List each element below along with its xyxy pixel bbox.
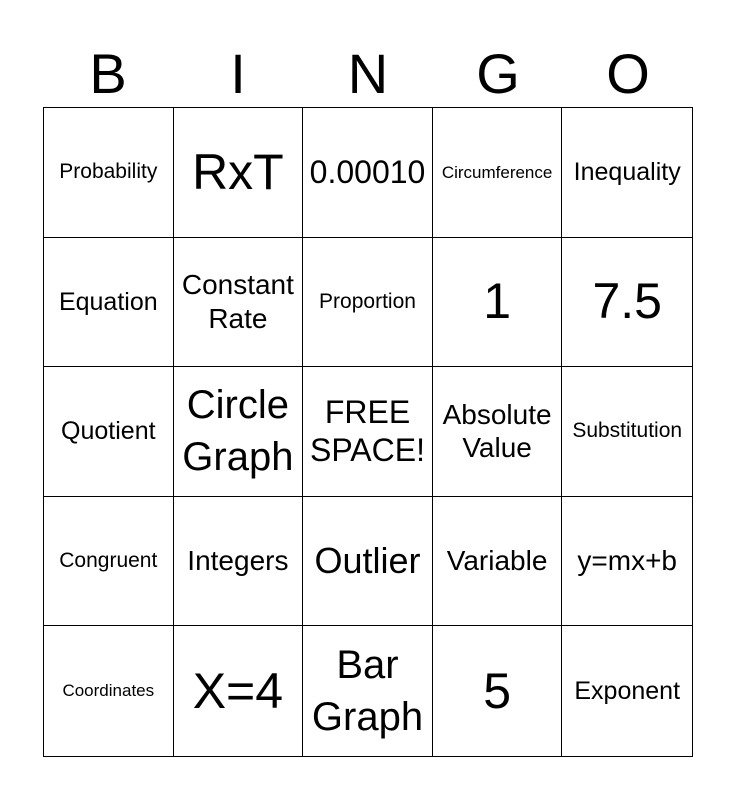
bingo-cell[interactable] bbox=[174, 367, 304, 497]
bingo-cell[interactable] bbox=[174, 238, 304, 368]
bingo-cell[interactable] bbox=[303, 497, 433, 627]
header-letter-i: I bbox=[230, 42, 246, 105]
cell-text: 5 bbox=[483, 662, 511, 719]
cell-text: Inequality bbox=[573, 157, 681, 186]
bingo-board bbox=[43, 107, 693, 757]
bingo-cell[interactable] bbox=[433, 238, 563, 368]
cell-text: X=4 bbox=[192, 662, 284, 719]
bingo-cell[interactable] bbox=[562, 108, 692, 238]
cell-text: Congruent bbox=[59, 549, 158, 573]
bingo-cell[interactable] bbox=[303, 108, 433, 238]
cell-text: 7.5 bbox=[592, 273, 662, 330]
cell-text: Absolute Value bbox=[442, 398, 552, 464]
cell-text: Constant Rate bbox=[181, 269, 294, 334]
free-space-cell[interactable] bbox=[303, 367, 433, 497]
cell-text: y=mx+b bbox=[577, 545, 677, 577]
bingo-cell[interactable] bbox=[433, 626, 563, 756]
bingo-cell[interactable] bbox=[44, 626, 174, 756]
cell-text: Exponent bbox=[574, 676, 681, 705]
cell-text: Quotient bbox=[61, 417, 156, 446]
cell-text: Bar Graph bbox=[311, 643, 424, 740]
bingo-cell[interactable] bbox=[433, 497, 563, 627]
cell-text: Variable bbox=[446, 545, 548, 577]
bingo-cell[interactable] bbox=[44, 367, 174, 497]
cell-text: Equation bbox=[58, 287, 158, 316]
cell-text: Circle Graph bbox=[182, 383, 294, 480]
bingo-cell[interactable] bbox=[174, 108, 304, 238]
bingo-cell[interactable] bbox=[562, 238, 692, 368]
cell-text: Circumference bbox=[441, 162, 553, 182]
cell-text: Substitution bbox=[572, 419, 683, 443]
bingo-cell[interactable] bbox=[44, 497, 174, 627]
bingo-cell[interactable] bbox=[44, 108, 174, 238]
header-letter-g: G bbox=[476, 42, 520, 105]
bingo-cell[interactable] bbox=[303, 238, 433, 368]
bingo-header bbox=[43, 42, 693, 106]
cell-text: 1 bbox=[483, 273, 511, 330]
bingo-cell[interactable] bbox=[44, 238, 174, 368]
cell-text: Outlier bbox=[314, 540, 421, 582]
cell-text: Integers bbox=[187, 545, 289, 577]
cell-text: FREE SPACE! bbox=[309, 394, 425, 469]
bingo-cell[interactable] bbox=[433, 367, 563, 497]
bingo-cell[interactable] bbox=[433, 108, 563, 238]
header-letter-b: B bbox=[89, 42, 127, 105]
cell-text: Probability bbox=[59, 160, 158, 184]
header-letter-n: N bbox=[347, 42, 389, 105]
cell-text: RxT bbox=[192, 143, 284, 200]
cell-text: Coordinates bbox=[62, 681, 155, 701]
cell-text: Proportion bbox=[319, 289, 416, 313]
bingo-cell[interactable] bbox=[174, 497, 304, 627]
bingo-cell[interactable] bbox=[303, 626, 433, 756]
bingo-cell[interactable] bbox=[562, 497, 692, 627]
bingo-cell[interactable] bbox=[562, 626, 692, 756]
cell-text: 0.00010 bbox=[309, 154, 426, 191]
bingo-cell[interactable] bbox=[562, 367, 692, 497]
header-letter-o: O bbox=[606, 42, 650, 105]
bingo-cell[interactable] bbox=[174, 626, 304, 756]
